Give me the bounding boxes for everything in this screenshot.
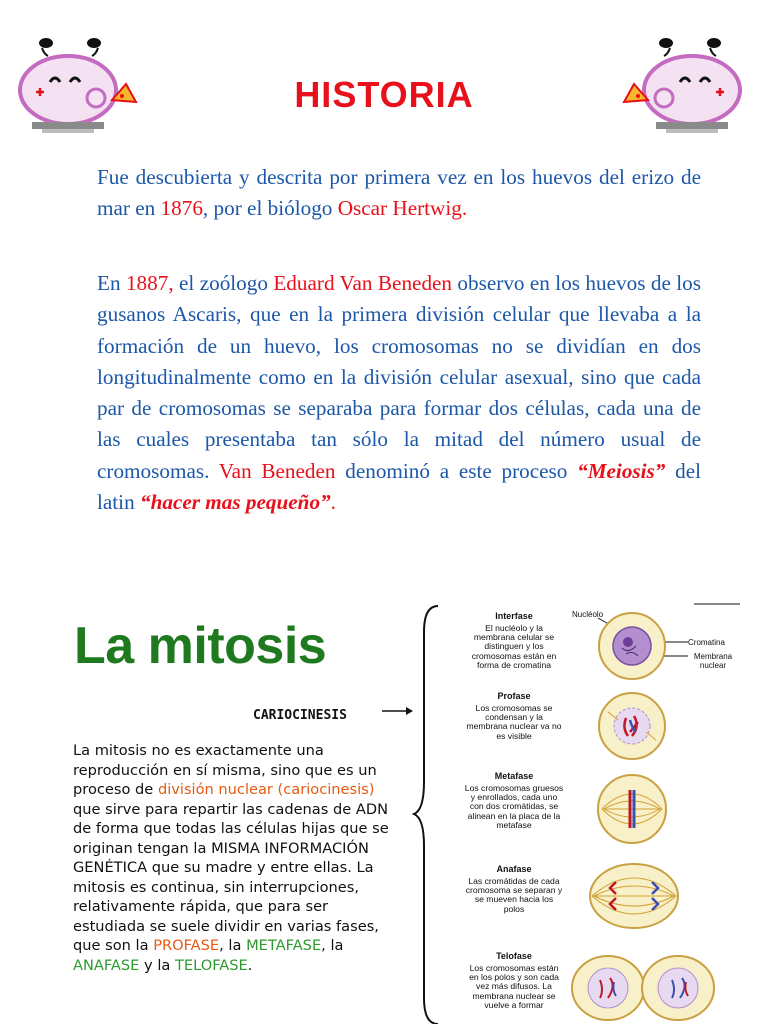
cell-illustrations bbox=[560, 596, 760, 1024]
annotation-nucleolo: Nucléolo bbox=[572, 610, 604, 619]
cell-interfase-icon bbox=[599, 613, 665, 679]
mitosis-description bbox=[73, 741, 403, 975]
phase-anafase-term: ANAFASE bbox=[73, 956, 140, 974]
cell-metafase-icon bbox=[598, 775, 666, 843]
mitosis-comma-1: , la bbox=[219, 937, 247, 954]
annotation-membrana: Membrana nuclear bbox=[693, 652, 733, 670]
p1-text-b: , por el biólogo bbox=[202, 196, 338, 221]
mitosis-infographic bbox=[0, 596, 768, 1024]
mitosis-and: y la bbox=[139, 956, 175, 974]
p2-term-meaning: “hacer mas pequeño” bbox=[139, 490, 331, 515]
phase-telofase-term: TELOFASE bbox=[174, 956, 248, 974]
phase-label-interfase: Interfase bbox=[495, 611, 533, 621]
cell-telofase-icon bbox=[572, 956, 714, 1020]
brace-icon bbox=[412, 602, 442, 1024]
p2-year: 1887, bbox=[125, 271, 174, 295]
phase-label-anafase: Anafase bbox=[496, 864, 532, 874]
phase-profase-term: PROFASE bbox=[153, 937, 220, 954]
p1-scientist-name: Oscar Hertwig. bbox=[337, 196, 468, 221]
phase-desc-anafase: Las cromátidas de cada cromosoma se separan y se mueven hacia los polos bbox=[465, 876, 563, 914]
mitosis-text-a: La mitosis no es exactamente una reproducción en sí misma, sino que es un proceso de bbox=[73, 742, 377, 798]
p2-text-d: denominó a este proceso bbox=[335, 458, 578, 483]
phase-desc-profase: Los cromosomas se condensan y la membrana nuclear va no es visible bbox=[466, 703, 562, 741]
p2-text-a: En bbox=[97, 271, 126, 295]
p2-term-meiosis: “Meiosis” bbox=[577, 458, 666, 483]
phase-label-profase: Profase bbox=[497, 691, 531, 701]
phase-desc-interfase: El nucléolo y la membrana celular se distinguen y los cromosomas están en forma de cromatina bbox=[471, 623, 557, 670]
mitosis-end: . bbox=[247, 956, 253, 974]
cariocinesis-label: CARIOCINESIS bbox=[253, 708, 347, 723]
annotation-cromatina: Cromatina bbox=[688, 638, 725, 647]
p2-text-e: del latin bbox=[97, 458, 701, 515]
p2-scientist-name: Eduard Van Beneden bbox=[273, 271, 453, 295]
history-paragraph-2 bbox=[97, 268, 701, 518]
mitosis-text-b: que sirve para repartir las cadenas de ADN de forma que todas las células hijas que se originan tengan la MISMA INFORMACIÓN GENÉTICA que su madre y entre ellas. La mitosis es continua, sin interrupciones, relativamente rápida, que para ser estudiada se suele dividir en varias fases, que son la bbox=[73, 800, 389, 954]
phase-label-telofase: Telofase bbox=[496, 951, 532, 961]
mitosis-comma-2: , la bbox=[321, 937, 344, 954]
p2-text-b: el zoólogo bbox=[173, 271, 274, 295]
cell-profase-icon bbox=[599, 693, 665, 759]
p1-text-a: Fue descubierta y descrita por primera vez en los huevos del erizo de mar en bbox=[97, 165, 701, 221]
mitosis-highlight: división nuclear (cariocinesis) bbox=[157, 781, 375, 798]
p2-text-c: observo en los huevos de los gusanos Ascaris, que en la primera división celular que llevaba a la formación de un huevo, los cromosomas no se dividían en dos longitudinalmente como en la división celular asexual, sino que cada par de cromosomas se separaba para formar dos células, cada una de las cuales presentaba tan sólo la mitad del número usual de cromosomas. bbox=[97, 271, 701, 483]
phase-desc-metafase: Los cromosomas gruesos y enrollados, cada uno con dos cromátidas, se alinean en la placa de la metafase bbox=[464, 783, 564, 830]
phase-metafase-term: METAFASE bbox=[246, 937, 322, 954]
arrow-right-icon bbox=[380, 704, 414, 718]
cell-anafase-icon bbox=[590, 864, 678, 928]
phase-desc-telofase: Los cromosomas están en los polos y son cada vez más difusos. La membrana nuclear se vuelve a formar bbox=[469, 963, 559, 1010]
p2-scientist-name-2: Van Beneden bbox=[218, 458, 336, 483]
phase-label-metafase: Metafase bbox=[494, 771, 534, 781]
p1-year: 1876 bbox=[160, 196, 203, 221]
mitosis-title: La mitosis bbox=[74, 617, 327, 675]
page-title: HISTORIA bbox=[294, 74, 474, 115]
history-paragraph-1 bbox=[97, 162, 701, 225]
p2-text-f: . bbox=[330, 490, 336, 515]
